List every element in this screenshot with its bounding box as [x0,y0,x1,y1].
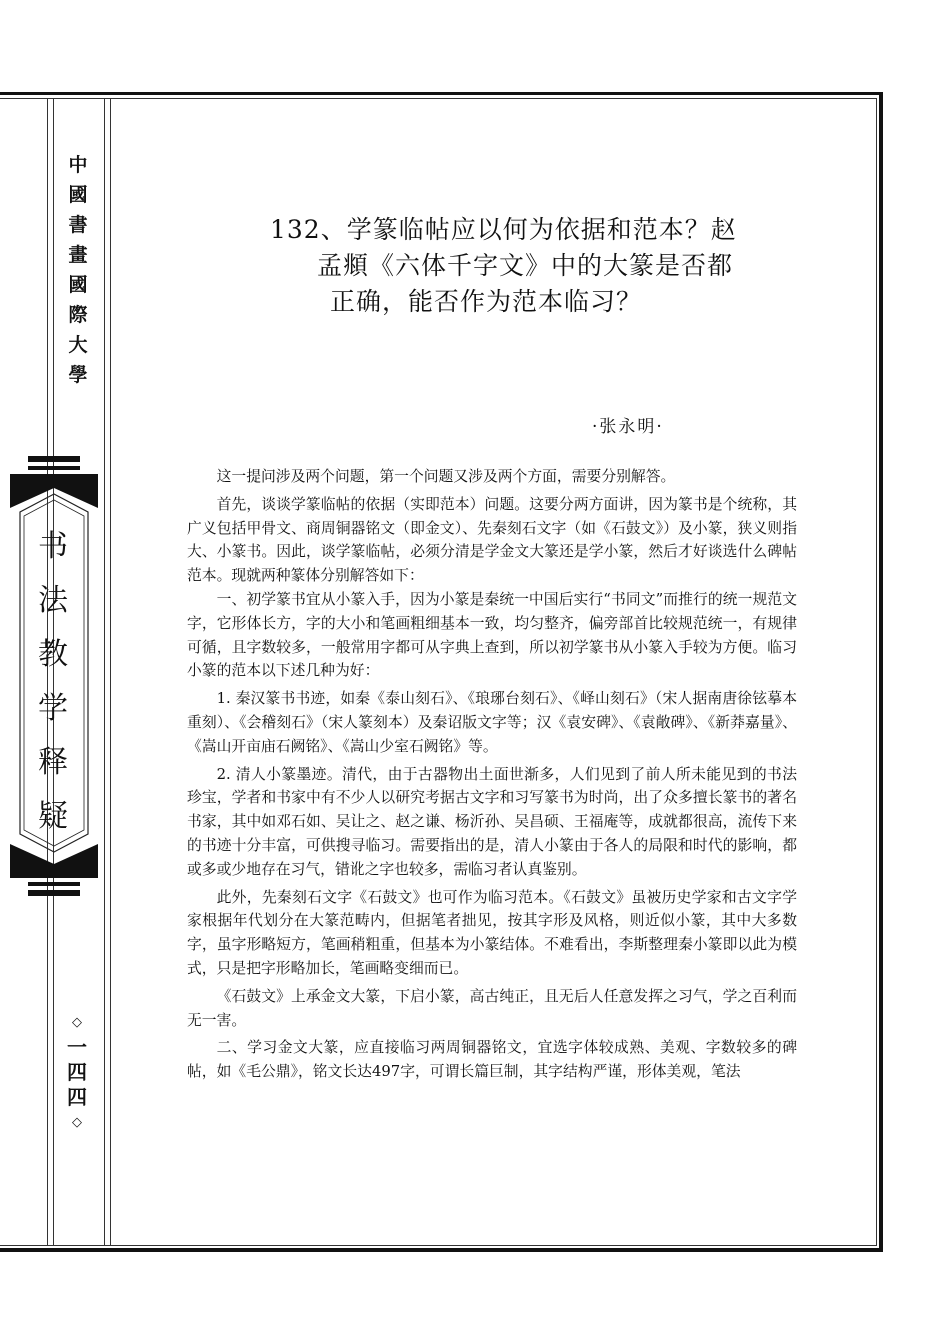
heading-line: 正确，能否作为范本临习？ [330,287,643,316]
university-char: 書 [68,214,88,236]
paragraph: 2. 清人小篆墨迹。清代，由于古器物出土面世渐多，人们见到了前人所未能见到的书法珍宝，学者和书家中有不少人以研究考据古文字和习写篆书为时尚，出了众多擅长篆书的著名书家，其中如邓石如、吴让之、赵之谦、杨沂孙、吴昌硕、王福庵等，成就都很高，流传下来的书迹十分丰富，可供搜寻临习。需要指出的是，清人小篆由于各人的局限和时代的影响，都或多或少地存在习气，错讹之字也较多，需临习者认真鉴别。 [187,765,797,878]
paragraph: 这一提问涉及两个问题，第一个问题又涉及两个方面，需要分别解答。 [216,468,676,485]
university-char: 中 [68,154,88,176]
paragraph: 二、学习金文大篆，应直接临习两周铜器铭文，宜选字体较成熟、美观、字数较多的碑帖，如《毛公鼎》，铭文长达497字，可谓长篇巨制，其字结构严谨，形体美观，笔法 [187,1039,797,1081]
section-title-char: 疑 [38,799,68,834]
section-title-char: 书 [38,529,68,564]
section-title-char: 法 [38,583,68,618]
university-char: 學 [68,364,88,386]
page-number-char: 四 [67,1060,87,1084]
sidebar-rule [110,98,111,1246]
university-char: 國 [68,184,88,206]
university-char: 際 [68,304,88,326]
paragraph: 首先，谈谈学篆临帖的依据（实即范本）问题。这要分两方面讲，因为篆书是个统称，其广义包括甲骨文、商周铜器铭文（即金文）、先秦刻石文字（如《石鼓文》）及小篆，狭义则指大、小篆书。因此，谈学篆临帖，必须分清是学金文大篆还是学小篆，然后才好谈选什么碑帖范本。现就两种篆体分别解答如下： [187,495,797,585]
heading-line: 132、学篆临帖应以何为依据和范本？赵 [270,215,737,244]
paragraph: 此外，先秦刻石文字《石鼓文》也可作为临习范本。《石鼓文》虽被历史学家和古文字学家根据年代划分在大篆范畴内，但据笔者拙见，按其字形及风格，则近似小篆，其中大多数字，虽字形略短方，笔画稍粗重，但基本为小篆结体。不难看出，李斯整理秦小篆即以此为模式，只是把字形略加长，笔画略变细而已。 [187,888,797,977]
section-title-char: 释 [38,745,68,780]
paragraph: 1. 秦汉篆书书迹，如秦《泰山刻石》、《琅琊台刻石》、《峄山刻石》（宋人据南唐徐铉摹本重刻）、《会稽刻石》（宋人篆刻本）及秦诏版文字等；汉《袁安碑》、《袁敞碑》、《新莽嘉量》、《嵩山开亩庙石阙铭》、《嵩山少室石阙铭》等。 [187,690,797,755]
page-number-char: 四 [67,1085,87,1109]
university-char: 畫 [68,244,88,266]
section-title-char: 学 [38,691,68,726]
section-title [0,520,106,844]
author-byline: ·张永明· [592,417,664,437]
paragraph: 《石鼓文》上承金文大篆，下启小篆，高古纯正，且无后人任意发挥之习气，学之百利而无一害。 [187,987,797,1029]
university-char: 國 [68,274,88,296]
university-name [57,150,99,390]
diamond-icon: ◇ [72,1015,82,1030]
paragraph: 一、初学篆书宜从小篆入手，因为小篆是秦统一中国后实行“书同文”而推行的统一规范文字，它形体长方，字的大小和笔画粗细基本一致，均匀整齐，偏旁部首比较规范统一，有规律可循，且字数较多，一般常用字都可从字典上查到，所以初学篆书从小篆入手较为方便。临习小篆的范本以下述几种为好： [187,590,797,680]
article-body [187,465,797,1084]
university-char: 大 [68,334,88,356]
page-number-char: 一 [67,1035,87,1059]
page-number [57,1010,97,1135]
heading-line: 孟頫《六体千字文》中的大篆是否都 [317,251,734,280]
diamond-icon: ◇ [72,1115,82,1130]
article-heading [270,212,740,320]
section-title-char: 教 [38,637,68,672]
